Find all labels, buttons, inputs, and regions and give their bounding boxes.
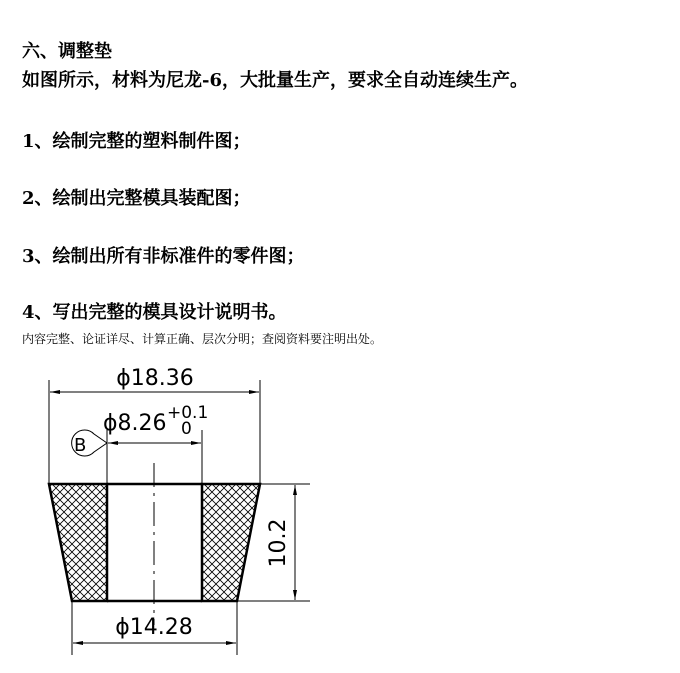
- right-section: [202, 484, 260, 601]
- hole-tolerance-upper: +0.1: [167, 403, 209, 423]
- section-heading: 六、调整垫: [22, 41, 112, 62]
- height-label: 10.2: [266, 518, 291, 568]
- task-4: 4、写出完整的模具设计说明书。: [22, 302, 287, 323]
- task-1: 1、绘制完整的塑料制件图；: [22, 131, 251, 152]
- left-section: [49, 484, 107, 601]
- intro-text: 如图所示，材料为尼龙-6，大批量生产，要求全自动连续生产。: [22, 70, 528, 91]
- top-diameter-label: ϕ18.36: [116, 366, 194, 391]
- datum-label: B: [74, 435, 87, 456]
- task-3: 3、绘制出所有非标准件的零件图；: [22, 246, 305, 267]
- hole-tolerance-lower: 0: [181, 419, 192, 439]
- hole-diameter-label: ϕ8.26: [103, 411, 167, 436]
- bottom-diameter-label: ϕ14.28: [115, 615, 193, 640]
- task-2: 2、绘制出完整模具装配图；: [22, 188, 251, 209]
- note-text: 内容完整、论证详尽、计算正确、层次分明；查阅资料要注明出处。: [22, 332, 383, 346]
